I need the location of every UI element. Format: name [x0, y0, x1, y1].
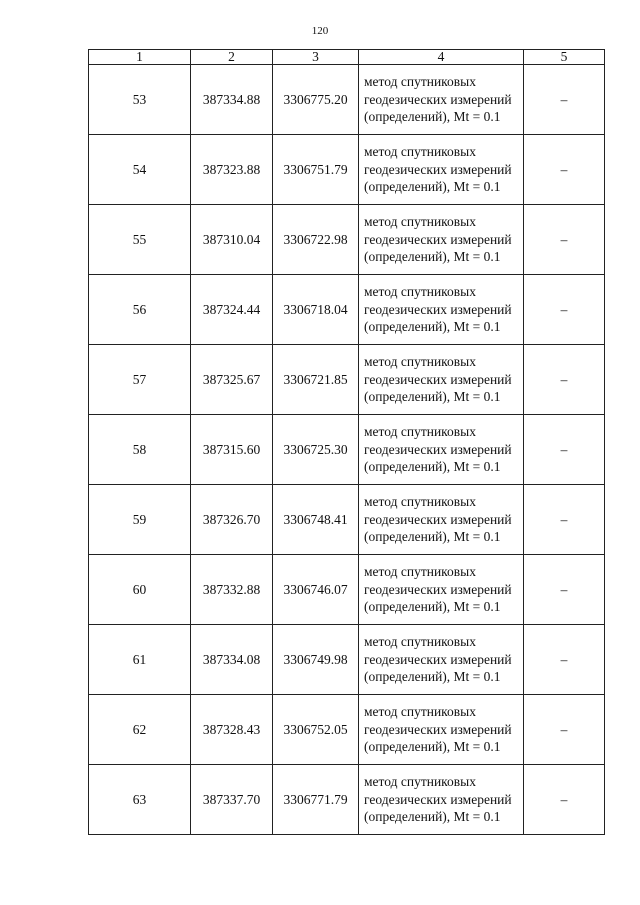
point-number-cell: 57: [89, 345, 191, 415]
column-header-3: 3: [273, 50, 359, 65]
point-number-cell: 55: [89, 205, 191, 275]
table-row: [89, 135, 605, 205]
column-header-1: 1: [89, 50, 191, 65]
note-cell: –: [524, 135, 605, 205]
note-cell: –: [524, 205, 605, 275]
x-coordinate-cell: 387323.88: [191, 135, 273, 205]
y-coordinate-cell: 3306748.41: [273, 485, 359, 555]
note-cell: –: [524, 625, 605, 695]
point-number-cell: 58: [89, 415, 191, 485]
note-cell: –: [524, 765, 605, 835]
y-coordinate-cell: 3306718.04: [273, 275, 359, 345]
note-cell: –: [524, 695, 605, 765]
table-row: [89, 485, 605, 555]
table-row: [89, 275, 605, 345]
y-coordinate-cell: 3306752.05: [273, 695, 359, 765]
table-header-row: [89, 50, 605, 65]
x-coordinate-cell: 387328.43: [191, 695, 273, 765]
method-cell: метод спутниковых геодезических измерений (определений), Mt = 0.1: [359, 485, 524, 555]
table-row: [89, 555, 605, 625]
table-row: [89, 345, 605, 415]
method-cell: метод спутниковых геодезических измерений (определений), Mt = 0.1: [359, 65, 524, 135]
method-cell: метод спутниковых геодезических измерений (определений), Mt = 0.1: [359, 555, 524, 625]
y-coordinate-cell: 3306722.98: [273, 205, 359, 275]
table-row: [89, 205, 605, 275]
point-number-cell: 61: [89, 625, 191, 695]
x-coordinate-cell: 387334.08: [191, 625, 273, 695]
coordinates-table: [88, 49, 605, 835]
x-coordinate-cell: 387315.60: [191, 415, 273, 485]
method-cell: метод спутниковых геодезических измерений (определений), Mt = 0.1: [359, 695, 524, 765]
method-cell: метод спутниковых геодезических измерений (определений), Mt = 0.1: [359, 275, 524, 345]
x-coordinate-cell: 387324.44: [191, 275, 273, 345]
method-cell: метод спутниковых геодезических измерений (определений), Mt = 0.1: [359, 415, 524, 485]
x-coordinate-cell: 387334.88: [191, 65, 273, 135]
method-cell: метод спутниковых геодезических измерений (определений), Mt = 0.1: [359, 345, 524, 415]
point-number-cell: 54: [89, 135, 191, 205]
x-coordinate-cell: 387325.67: [191, 345, 273, 415]
point-number-cell: 59: [89, 485, 191, 555]
y-coordinate-cell: 3306775.20: [273, 65, 359, 135]
x-coordinate-cell: 387332.88: [191, 555, 273, 625]
table-row: [89, 415, 605, 485]
column-header-5: 5: [524, 50, 605, 65]
y-coordinate-cell: 3306725.30: [273, 415, 359, 485]
column-header-4: 4: [359, 50, 524, 65]
note-cell: –: [524, 485, 605, 555]
table-row: [89, 625, 605, 695]
page-number: 120: [311, 25, 329, 37]
point-number-cell: 60: [89, 555, 191, 625]
x-coordinate-cell: 387310.04: [191, 205, 273, 275]
method-cell: метод спутниковых геодезических измерений (определений), Mt = 0.1: [359, 205, 524, 275]
table-body: [89, 65, 605, 835]
method-cell: метод спутниковых геодезических измерений (определений), Mt = 0.1: [359, 135, 524, 205]
note-cell: –: [524, 415, 605, 485]
x-coordinate-cell: 387337.70: [191, 765, 273, 835]
method-cell: метод спутниковых геодезических измерений (определений), Mt = 0.1: [359, 625, 524, 695]
x-coordinate-cell: 387326.70: [191, 485, 273, 555]
y-coordinate-cell: 3306721.85: [273, 345, 359, 415]
note-cell: –: [524, 555, 605, 625]
y-coordinate-cell: 3306771.79: [273, 765, 359, 835]
method-cell: метод спутниковых геодезических измерений (определений), Mt = 0.1: [359, 765, 524, 835]
y-coordinate-cell: 3306751.79: [273, 135, 359, 205]
point-number-cell: 56: [89, 275, 191, 345]
table-row: [89, 65, 605, 135]
note-cell: –: [524, 275, 605, 345]
y-coordinate-cell: 3306746.07: [273, 555, 359, 625]
point-number-cell: 53: [89, 65, 191, 135]
point-number-cell: 62: [89, 695, 191, 765]
note-cell: –: [524, 65, 605, 135]
table-row: [89, 765, 605, 835]
note-cell: –: [524, 345, 605, 415]
column-header-2: 2: [191, 50, 273, 65]
y-coordinate-cell: 3306749.98: [273, 625, 359, 695]
table-row: [89, 695, 605, 765]
point-number-cell: 63: [89, 765, 191, 835]
